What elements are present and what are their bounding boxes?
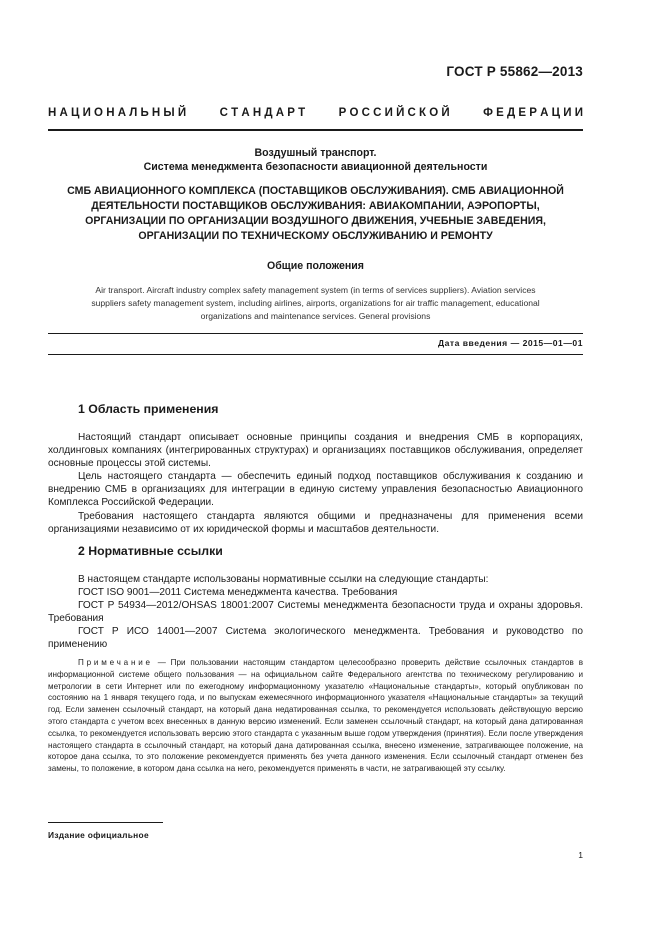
paragraph: В настоящем стандарте использованы нормативные ссылки на следующие стандарты: xyxy=(78,574,489,585)
subtitle: Общие положения xyxy=(267,260,364,272)
title-line: Система менеджмента безопасности авиационной деятельности xyxy=(143,161,488,173)
paragraph: Требования настоящего стандарта являются общими и предназначены для применения всеми организациями независимо от их юридической формы и масштабов деятельности. xyxy=(48,510,583,535)
note xyxy=(48,657,583,775)
paragraph: Цель настоящего стандарта — обеспечить единый подход поставщиков обслуживания к созданию и внедрению СМБ в организациях для интеграции в единую систему управления безопасностью Авиационного Комплекса Российской Федерации. xyxy=(48,471,583,509)
english-title-line: Air transport. Aircraft industry complex safety management system (in terms of services suppliers). Aviation services xyxy=(95,285,536,295)
reference-item: ГОСТ Р ИСО 14001—2007 Система экологического менеджмента. Требования и руководство по применению xyxy=(48,626,583,651)
national-title-word: С Т А Н Д А Р Т xyxy=(219,107,306,119)
main-title-line: СМБ АВИАЦИОННОГО КОМПЛЕКСА (ПОСТАВЩИКОВ ОБСЛУЖИВАНИЯ). СМБ АВИАЦИОННОЙ xyxy=(67,185,564,197)
page-number: 1 xyxy=(578,850,583,860)
reference-item: ГОСТ ISO 9001—2011 Система менеджмента качества. Требования xyxy=(78,587,398,599)
title-line: Воздушный транспорт. xyxy=(254,147,377,159)
note-label: Примечание xyxy=(78,658,153,667)
main-title-line: ДЕЯТЕЛЬНОСТИ ПОСТАВЩИКОВ ОБСЛУЖИВАНИЯ: АВИАКОМПАНИИ, АЭРОПОРТЫ, xyxy=(91,200,540,212)
standard-code: ГОСТ Р 55862—2013 xyxy=(446,64,583,79)
national-title-word: Ф Е Д Е Р А Ц И И xyxy=(483,107,583,119)
english-title-line: suppliers safety management system, including airlines, airports, organizations for air traffic management, educational xyxy=(91,298,540,309)
english-title-line: organizations and maintenance services. General provisions xyxy=(200,311,431,322)
note-text: — При пользовании настоящим стандартом целесообразно проверить действие ссылочных стандартов в информационной системе общего пользования — на официальном сайте Федерального агентства по техническому регулированию и метрологии в сети Интернет или по ежегодному информационному указателю «Национальные стандарты», который опубликован по состоянию на 1 января текущего года, и по выпускам ежемесячного информационного указателя «Национальные стандарты» за текущий год. Если заменен ссылочный стандарт, на который дана недатированная ссылка, то рекомендуется использовать действующую версию этого стандарта с учетом всех внесенных в данную версию изменений. Если заменен ссылочный стандарт, на который дана датированная ссылка, то рекомендуется использовать версию этого стандарта с указанным выше годом утверждения (принятия). Если после утверждения настоящего стандарта в ссылочный стандарт, на который дана датированная ссылка, внесено изменение, затрагивающее положение, на которое дана ссылка, то это положение рекомендуется применять без учета данного изменения. Если ссылочный стандарт отменен без замены, то положение, в котором дана ссылка на него, рекомендуется применять в части, не затрагивающей эту ссылку. xyxy=(48,658,583,774)
edition-label: Издание официальное xyxy=(48,830,149,840)
section-2-body xyxy=(48,573,583,652)
section-1-heading: 1 Область применения xyxy=(78,402,219,416)
national-standard-title xyxy=(48,107,583,119)
main-title-line: ОРГАНИЗАЦИИ ПО ОРГАНИЗАЦИИ ВОЗДУШНОГО ДВИЖЕНИЯ, УЧЕБНЫЕ ЗАВЕДЕНИЯ, xyxy=(85,215,546,227)
national-title-word: Р О С С И Й С К О Й xyxy=(338,107,450,119)
title-block xyxy=(48,146,583,174)
date-divider-bottom xyxy=(48,354,583,355)
section-1-body xyxy=(48,431,583,536)
reference-item: ГОСТ Р 54934—2012/OHSAS 18001:2007 Системы менеджмента безопасности труда и охраны здоровья. Требования xyxy=(48,600,583,625)
national-title-word: Н А Ц И О Н А Л Ь Н Ы Й xyxy=(48,107,187,119)
english-title xyxy=(48,284,583,324)
main-title xyxy=(48,184,583,244)
introduction-date: Дата введения — 2015—01—01 xyxy=(437,338,583,348)
footer-divider xyxy=(48,822,163,823)
paragraph: Настоящий стандарт описывает основные принципы создания и внедрения СМБ в корпорациях, холдинговых компаниях (интегрированных структурах) и организациях поставщиков обслуживания, определяет основные процессы этой системы. xyxy=(48,432,583,470)
date-divider-top xyxy=(48,333,583,334)
header-divider xyxy=(48,129,583,131)
section-2-heading: 2 Нормативные ссылки xyxy=(78,544,223,558)
main-title-line: ОРГАНИЗАЦИИ ПО ТЕХНИЧЕСКОМУ ОБСЛУЖИВАНИЮ И РЕМОНТУ xyxy=(138,230,493,242)
